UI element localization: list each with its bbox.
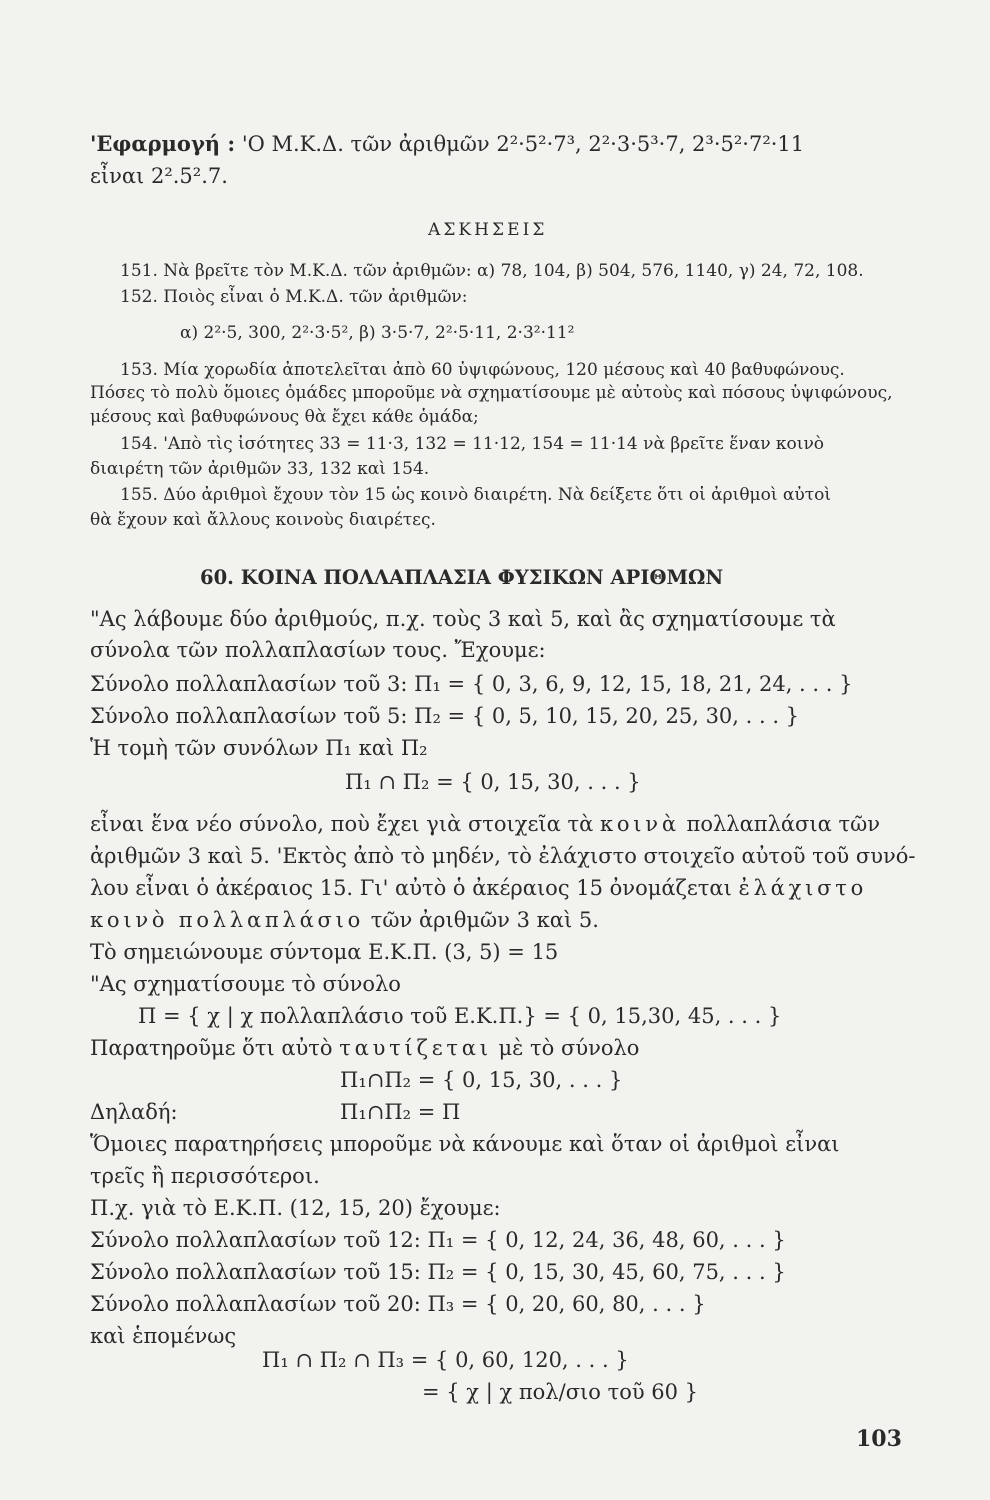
triple-intersection-formula: Π₁ ∩ Π₂ ∩ Π₃ = { 0, 60, 120, . . . } — [262, 1348, 629, 1372]
text-segment: Παρατηροῦμε ὅτι αὐτὸ — [90, 1036, 333, 1060]
intersection-intro: Ἡ τομὴ τῶν συνόλων Π₁ καὶ Π₂ — [90, 736, 428, 760]
body-line-lcm-term — [90, 910, 599, 931]
body-line-except-zero: ἀριθμῶν 3 καὶ 5. 'Εκτὸς ἀπὸ τὸ μηδέν, τὸ ἐλάχιστο στοιχεῖο αὐτοῦ τοῦ συνό- — [90, 844, 916, 868]
lcm-notation: Τὸ σημειώνουμε σύντομα Ε.Κ.Π. (3, 5) = 15 — [90, 940, 559, 964]
exercise-153-line-1: 153. Μία χορωδία ἀποτελεῖται ἀπὸ 60 ὑψιφώνους, 120 μέσους καὶ 40 βαθυφώνους. — [120, 360, 845, 380]
text-segment: πολλαπλάσια τῶν — [686, 812, 880, 836]
body-line-common — [90, 814, 880, 835]
exercise-154-line-1: 154. 'Απὸ τὶς ἰσότητες 33 = 11·3, 132 = 11·12, 154 = 11·14 νὰ βρεῖτε ἕναν κοινὸ — [120, 434, 825, 454]
exercise-152: 152. Ποιὸς εἶναι ὁ Μ.Κ.Δ. τῶν ἀριθμῶν: — [120, 287, 468, 307]
consequently-line: καὶ ἑπομένως — [90, 1324, 237, 1348]
multiples-of-20: Σύνολο πολλαπλασίων τοῦ 20: Π₃ = { 0, 20, 60, 80, . . . } — [90, 1292, 706, 1316]
application-label: 'Εφαρμογή : — [90, 131, 236, 156]
application-text: 'Ο Μ.Κ.Δ. τῶν ἀριθμῶν 2²·5²·7³, 2²·3·5³·7, 2³·5²·7²·11 — [241, 132, 805, 156]
page-number: 103 — [856, 1426, 902, 1452]
multiples-of-60-set: = { χ | χ πολ/σιο τοῦ 60 } — [422, 1380, 699, 1404]
exercise-153-line-2: Πόσες τὸ πολὺ ὅμοιες ὁμάδες μποροῦμε νὰ σχηματίσουμε μὲ αὐτοὺς καὶ πόσους ὑψιφώνους, — [90, 383, 893, 403]
multiples-of-15: Σύνολο πολλαπλασίων τοῦ 15: Π₂ = { 0, 15, 30, 45, 60, 75, . . . } — [90, 1260, 786, 1284]
body-line-1: "Ας λάβουμε δύο ἀριθμούς, π.χ. τοὺς 3 καὶ 5, καὶ ἂς σχηματίσουμε τὰ — [90, 607, 836, 631]
intersection-formula: Π₁ ∩ Π₂ = { 0, 15, 30, . . . } — [345, 770, 641, 794]
exercise-152-values: α) 2²·5, 300, 2²·3·5², β) 3·5·7, 2²·5·11, 2·3²·11² — [180, 323, 575, 343]
text-segment: εἶναι ἕνα νέο σύνολο, ποὺ ἔχει γιὰ στοιχεῖα τὰ — [90, 812, 594, 836]
emphasis-common-multiple: κοινὸ πολλαπλάσιο — [90, 908, 365, 932]
multiples-of-12: Σύνολο πολλαπλασίων τοῦ 12: Π₁ = { 0, 12, 24, 36, 48, 60, . . . } — [90, 1228, 786, 1252]
application-line-2: εἶναι 2².5².7. — [90, 164, 228, 188]
emphasis-least: ἐλάχιστο — [738, 876, 868, 900]
emphasis-common: κοινὰ — [599, 812, 680, 836]
multiples-of-3: Σύνολο πολλαπλασίων τοῦ 3: Π₁ = { 0, 3, 6, 9, 12, 15, 18, 21, 24, . . . } — [90, 672, 853, 696]
exercise-154-line-2: διαιρέτη τῶν ἀριθμῶν 33, 132 καὶ 154. — [90, 459, 430, 479]
text-segment: μὲ τὸ σύνολο — [498, 1036, 640, 1060]
form-set-line: "Ας σχηματίσουμε τὸ σύνολο — [90, 972, 401, 996]
example-lcm-line: Π.χ. γιὰ τὸ Ε.Κ.Π. (12, 15, 20) ἔχουμε: — [90, 1196, 501, 1220]
exercise-155-line-1: 155. Δύο ἀριθμοὶ ἔχουν τὸν 15 ὡς κοινὸ διαιρέτη. Νὰ δείξετε ὅτι οἱ ἀριθμοὶ αὐτοὶ — [120, 485, 832, 505]
body-line-integer-15 — [90, 878, 867, 899]
exercise-151: 151. Νὰ βρεῖτε τὸν Μ.Κ.Δ. τῶν ἀριθμῶν: α) 78, 104, β) 504, 576, 1140, γ) 24, 72, 108. — [120, 261, 864, 281]
exercise-153-line-3: μέσους καὶ βαθυφώνους θὰ ἔχει κάθε ὁμάδα; — [90, 407, 479, 427]
exercise-155-line-2: θὰ ἔχουν καὶ ἄλλους κοινοὺς διαιρέτες. — [90, 510, 436, 530]
emphasis-coincides: ταυτίζεται — [339, 1036, 492, 1060]
text-segment: τῶν ἀριθμῶν 3 καὶ 5. — [370, 908, 599, 932]
multiples-of-5: Σύνολο πολλαπλασίων τοῦ 5: Π₂ = { 0, 5, 10, 15, 20, 25, 30, . . . } — [90, 704, 800, 728]
exercises-heading: ΑΣΚΗΣΕΙΣ — [428, 220, 548, 240]
similar-observations-line-1: Ὅμοιες παρατηρήσεις μποροῦμε νὰ κάνουμε καὶ ὅταν οἱ ἀριθμοὶ εἶναι — [90, 1132, 840, 1156]
section-title: 60. ΚΟΙΝΑ ΠΟΛΛΑΠΛΑΣΙΑ ΦΥΣΙΚΩΝ ΑΡΙΘΜΩΝ — [200, 566, 724, 589]
application-line-1 — [90, 133, 804, 155]
set-p-definition: Π = { χ | χ πολλαπλάσιο τοῦ Ε.Κ.Π.} = { 0, 15,30, 45, . . . } — [138, 1004, 782, 1028]
coincides-line — [90, 1038, 639, 1059]
text-segment: λου εἶναι ὁ ἀκέραιος 15. Γι' αὐτὸ ὁ ἀκέραιος 15 ὀνομάζεται — [90, 876, 732, 900]
body-line-2: σύνολα τῶν πολλαπλασίων τους. Ἔχουμε: — [90, 638, 546, 662]
intersection-equals-p: Π₁∩Π₂ = Π — [340, 1100, 461, 1124]
similar-observations-line-2: τρεῖς ἢ περισσότεροι. — [90, 1164, 320, 1188]
intersection-set-formula: Π₁∩Π₂ = { 0, 15, 30, . . . } — [340, 1068, 623, 1092]
namely-label: Δηλαδή: — [90, 1100, 178, 1124]
